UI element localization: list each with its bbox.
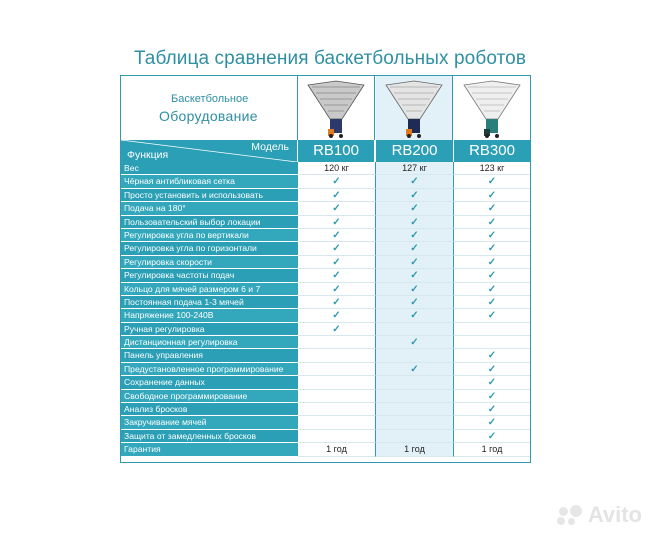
value-cell-rb100 (298, 309, 376, 322)
value-cell-rb200 (376, 202, 454, 215)
value-cell-rb300 (454, 256, 530, 269)
value-cell-rb200 (376, 216, 454, 229)
value-cell-rb300 (454, 216, 530, 229)
table-row (121, 202, 530, 215)
feature-label: Регулировка скорости (121, 256, 298, 269)
header-diagonal-cell (121, 140, 297, 162)
table-row (121, 242, 530, 255)
check-icon: ✓ (487, 377, 497, 389)
value-cell-rb100 (298, 363, 376, 376)
value-cell-rb300 (454, 283, 530, 296)
feature-label: Регулировка угла по вертикали (121, 229, 298, 242)
table-row (121, 416, 530, 429)
value-cell-rb100 (298, 430, 376, 443)
value-cell-rb100 (298, 256, 376, 269)
model-header-rb200: RB200 (375, 140, 453, 162)
check-icon: ✓ (487, 256, 497, 268)
check-icon: ✓ (410, 203, 419, 215)
value-cell-rb300 (454, 443, 530, 456)
check-icon: ✓ (487, 243, 497, 255)
product-image-rb200 (376, 76, 453, 140)
check-icon: ✓ (487, 363, 497, 375)
value-cell-rb200 (376, 363, 454, 376)
model-header-rb100: RB100 (297, 140, 374, 162)
check-icon: ✓ (410, 363, 419, 375)
check-icon: ✓ (487, 270, 497, 282)
check-icon: ✓ (410, 189, 419, 201)
feature-label: Сохранение данных (121, 376, 298, 389)
feature-label: Ручная регулировка (121, 323, 298, 336)
check-icon: ✓ (410, 310, 419, 322)
table-row (121, 430, 530, 443)
check-icon: ✓ (487, 296, 497, 308)
check-icon: ✓ (410, 296, 419, 308)
check-icon: ✓ (410, 283, 419, 295)
check-icon: ✓ (332, 243, 341, 255)
check-icon: ✓ (332, 256, 341, 268)
value-cell-rb100 (298, 403, 376, 416)
check-icon: ✓ (487, 310, 497, 322)
product-image-rb300 (454, 76, 530, 140)
value-cell-rb100 (298, 349, 376, 362)
check-icon: ✓ (487, 203, 497, 215)
feature-label: Пользовательский выбор локации (121, 216, 298, 229)
value-cell-rb200 (376, 390, 454, 403)
value-cell-rb300 (454, 162, 530, 175)
table-row (121, 363, 530, 376)
table-row (121, 162, 530, 175)
table-body (121, 162, 530, 457)
table-header (121, 76, 530, 161)
check-icon: ✓ (332, 270, 341, 282)
check-icon: ✓ (410, 243, 419, 255)
feature-label: Напряжение 100-240В (121, 309, 298, 322)
value-cell-rb200 (376, 403, 454, 416)
value-cell-rb100 (298, 269, 376, 282)
value-cell-rb300 (454, 363, 530, 376)
value-cell-rb300 (454, 403, 530, 416)
cell-text: 1 год (481, 444, 503, 455)
value-cell-rb300 (454, 175, 530, 188)
table-row (121, 283, 530, 296)
check-icon: ✓ (332, 323, 341, 335)
feature-label: Регулировка угла по горизонтали (121, 242, 298, 255)
value-cell-rb200 (376, 256, 454, 269)
value-cell-rb100 (298, 283, 376, 296)
feature-label: Гарантия (121, 443, 298, 456)
brand-line2: Оборудование (159, 108, 258, 124)
check-icon: ✓ (410, 270, 419, 282)
value-cell-rb100 (298, 175, 376, 188)
check-icon: ✓ (332, 310, 341, 322)
value-cell-rb300 (454, 269, 530, 282)
value-cell-rb300 (454, 202, 530, 215)
brand-cell (121, 76, 298, 140)
model-label: Модель (251, 141, 289, 153)
value-cell-rb200 (376, 162, 454, 175)
value-cell-rb200 (376, 189, 454, 202)
value-cell-rb300 (454, 309, 530, 322)
model-header-rb300: RB300 (453, 140, 530, 162)
value-cell-rb200 (376, 430, 454, 443)
table-row (121, 309, 530, 322)
table-row (121, 256, 530, 269)
check-icon: ✓ (487, 430, 497, 442)
check-icon: ✓ (332, 283, 341, 295)
feature-label: Дистанционная регулировка (121, 336, 298, 349)
value-cell-rb300 (454, 296, 530, 309)
feature-label: Вес (121, 162, 298, 175)
check-icon: ✓ (487, 189, 497, 201)
watermark (557, 502, 642, 528)
table-row (121, 403, 530, 416)
value-cell-rb100 (298, 296, 376, 309)
value-cell-rb100 (298, 202, 376, 215)
feature-label: Регулировка частоты подач (121, 269, 298, 282)
check-icon: ✓ (332, 189, 341, 201)
avito-logo-icon (557, 505, 585, 527)
table-row (121, 390, 530, 403)
check-icon: ✓ (487, 283, 497, 295)
value-cell-rb100 (298, 162, 376, 175)
feature-label: Предустановленное программирование (121, 363, 298, 376)
table-row (121, 349, 530, 362)
value-cell-rb300 (454, 416, 530, 429)
value-cell-rb200 (376, 416, 454, 429)
check-icon: ✓ (332, 203, 341, 215)
value-cell-rb300 (454, 336, 530, 349)
value-cell-rb200 (376, 242, 454, 255)
check-icon: ✓ (487, 390, 497, 402)
table-row (121, 189, 530, 202)
value-cell-rb200 (376, 349, 454, 362)
value-cell-rb300 (454, 323, 530, 336)
brand-line1: Баскетбольное (171, 93, 249, 105)
value-cell-rb300 (454, 349, 530, 362)
table-row (121, 175, 530, 188)
check-icon: ✓ (410, 216, 419, 228)
value-cell-rb300 (454, 242, 530, 255)
value-cell-rb100 (298, 189, 376, 202)
value-cell-rb200 (376, 296, 454, 309)
value-cell-rb200 (376, 283, 454, 296)
feature-label: Анализ бросков (121, 403, 298, 416)
check-icon: ✓ (410, 229, 419, 241)
page-title: Таблица сравнения баскетбольных роботов (133, 48, 527, 69)
check-icon: ✓ (332, 229, 341, 241)
feature-label: Чёрная антибликовая сетка (121, 175, 298, 188)
cell-text: 1 год (404, 444, 425, 455)
table-row (121, 376, 530, 389)
value-cell-rb200 (376, 323, 454, 336)
check-icon: ✓ (487, 229, 497, 241)
value-cell-rb100 (298, 216, 376, 229)
check-icon: ✓ (487, 216, 497, 228)
check-icon: ✓ (332, 216, 341, 228)
table-row (121, 443, 530, 456)
check-icon: ✓ (332, 296, 341, 308)
value-cell-rb300 (454, 390, 530, 403)
feature-label: Кольцо для мячей размером 6 и 7 (121, 283, 298, 296)
value-cell-rb200 (376, 269, 454, 282)
check-icon: ✓ (332, 176, 341, 188)
check-icon: ✓ (487, 417, 497, 429)
check-icon: ✓ (487, 350, 497, 362)
value-cell-rb300 (454, 376, 530, 389)
watermark-text: Avito (587, 502, 642, 527)
value-cell-rb200 (376, 175, 454, 188)
value-cell-rb300 (454, 430, 530, 443)
check-icon: ✓ (410, 337, 419, 349)
table-row (121, 323, 530, 336)
value-cell-rb100 (298, 323, 376, 336)
feature-label: Подача на 180° (121, 202, 298, 215)
function-label: Функция (127, 149, 169, 161)
value-cell-rb100 (298, 242, 376, 255)
value-cell-rb300 (454, 189, 530, 202)
table-row (121, 336, 530, 349)
check-icon: ✓ (487, 404, 497, 416)
feature-label: Постоянная подача 1-3 мячей (121, 296, 298, 309)
value-cell-rb100 (298, 416, 376, 429)
check-icon: ✓ (410, 256, 419, 268)
value-cell-rb200 (376, 309, 454, 322)
value-cell-rb100 (298, 390, 376, 403)
table-row (121, 229, 530, 242)
table-row (121, 216, 530, 229)
value-cell-rb100 (298, 443, 376, 456)
feature-label: Защита от замедленных бросков (121, 430, 298, 443)
value-cell-rb100 (298, 376, 376, 389)
cell-text: 123 кг (479, 163, 505, 173)
value-cell-rb200 (376, 376, 454, 389)
feature-label: Просто установить и использовать (121, 189, 298, 202)
cell-text: 120 кг (324, 163, 349, 173)
feature-label: Свободное программирование (121, 390, 298, 403)
value-cell-rb200 (376, 336, 454, 349)
check-icon: ✓ (410, 176, 419, 188)
table-row (121, 269, 530, 282)
value-cell-rb200 (376, 443, 454, 456)
feature-label: Закручивание мячей (121, 416, 298, 429)
product-image-rb100 (298, 76, 375, 140)
feature-label: Панель управления (121, 349, 298, 362)
value-cell-rb100 (298, 336, 376, 349)
check-icon: ✓ (487, 176, 497, 188)
cell-text: 1 год (326, 444, 347, 455)
value-cell-rb200 (376, 229, 454, 242)
comparison-table (120, 75, 531, 463)
value-cell-rb100 (298, 229, 376, 242)
table-row (121, 296, 530, 309)
value-cell-rb300 (454, 229, 530, 242)
cell-text: 127 кг (402, 163, 427, 173)
